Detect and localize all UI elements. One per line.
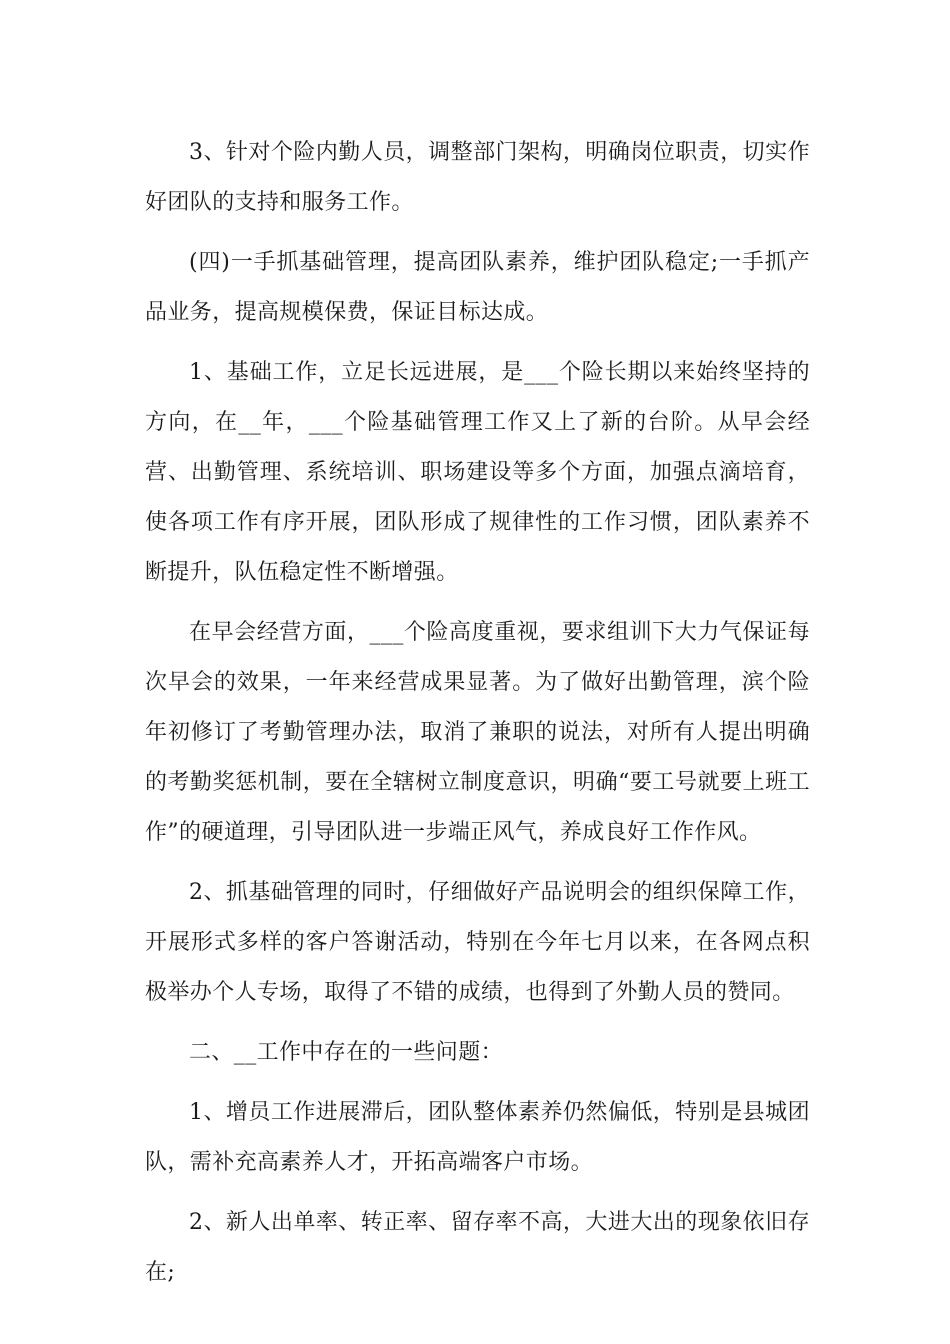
paragraph-morning-meeting: 在早会经营方面，___个险高度重视，要求组训下大力气保证每次早会的效果，一年来经营成果显著。为了做好出勤管理，滨个险年初修订了考勤管理办法，取消了兼职的说法，对所有人提出明确的考勤奖惩机制，要在全辖树立制度意识，明确“要工号就要上班工作”的硬道理，引导团队进一步端正风气，养成良好工作作风。 bbox=[145, 620, 810, 845]
paragraph-retention-issue: 2、新人出单率、转正率、留存率不高，大进大出的现象依旧存在; bbox=[145, 1210, 810, 1285]
paragraph-product-seminar: 2、抓基础管理的同时，仔细做好产品说明会的组织保障工作，开展形式多样的客户答谢活动，特别在今年七月以来，在各网点积极举办个人专场，取得了不错的成绩，也得到了外勤人员的赞同。 bbox=[145, 880, 810, 1005]
paragraph-basic-work: 1、基础工作，立足长远进展，是___个险长期以来始终坚持的方向，在__年，___个险基础管理工作又上了新的台阶。从早会经营、出勤管理、系统培训、职场建设等多个方面，加强点滴培育，使各项工作有序开展，团队形成了规律性的工作习惯，团队素养不断提升，队伍稳定性不断增强。 bbox=[145, 360, 810, 585]
paragraph-section-four: (四)一手抓基础管理，提高团队素养，维护团队稳定;一手抓产品业务，提高规模保费，保证目标达成。 bbox=[145, 250, 810, 325]
document-body bbox=[145, 128, 810, 1308]
paragraph-section-two-heading: 二、__工作中存在的一些问题： bbox=[189, 1040, 504, 1065]
paragraph-staff-structure: 3、针对个险内勤人员，调整部门架构，明确岗位职责，切实作好团队的支持和服务工作。 bbox=[145, 140, 810, 215]
paragraph-recruitment-issue: 1、增员工作进展滞后，团队整体素养仍然偏低，特别是县城团队，需补充高素养人才，开拓高端客户市场。 bbox=[145, 1100, 810, 1175]
